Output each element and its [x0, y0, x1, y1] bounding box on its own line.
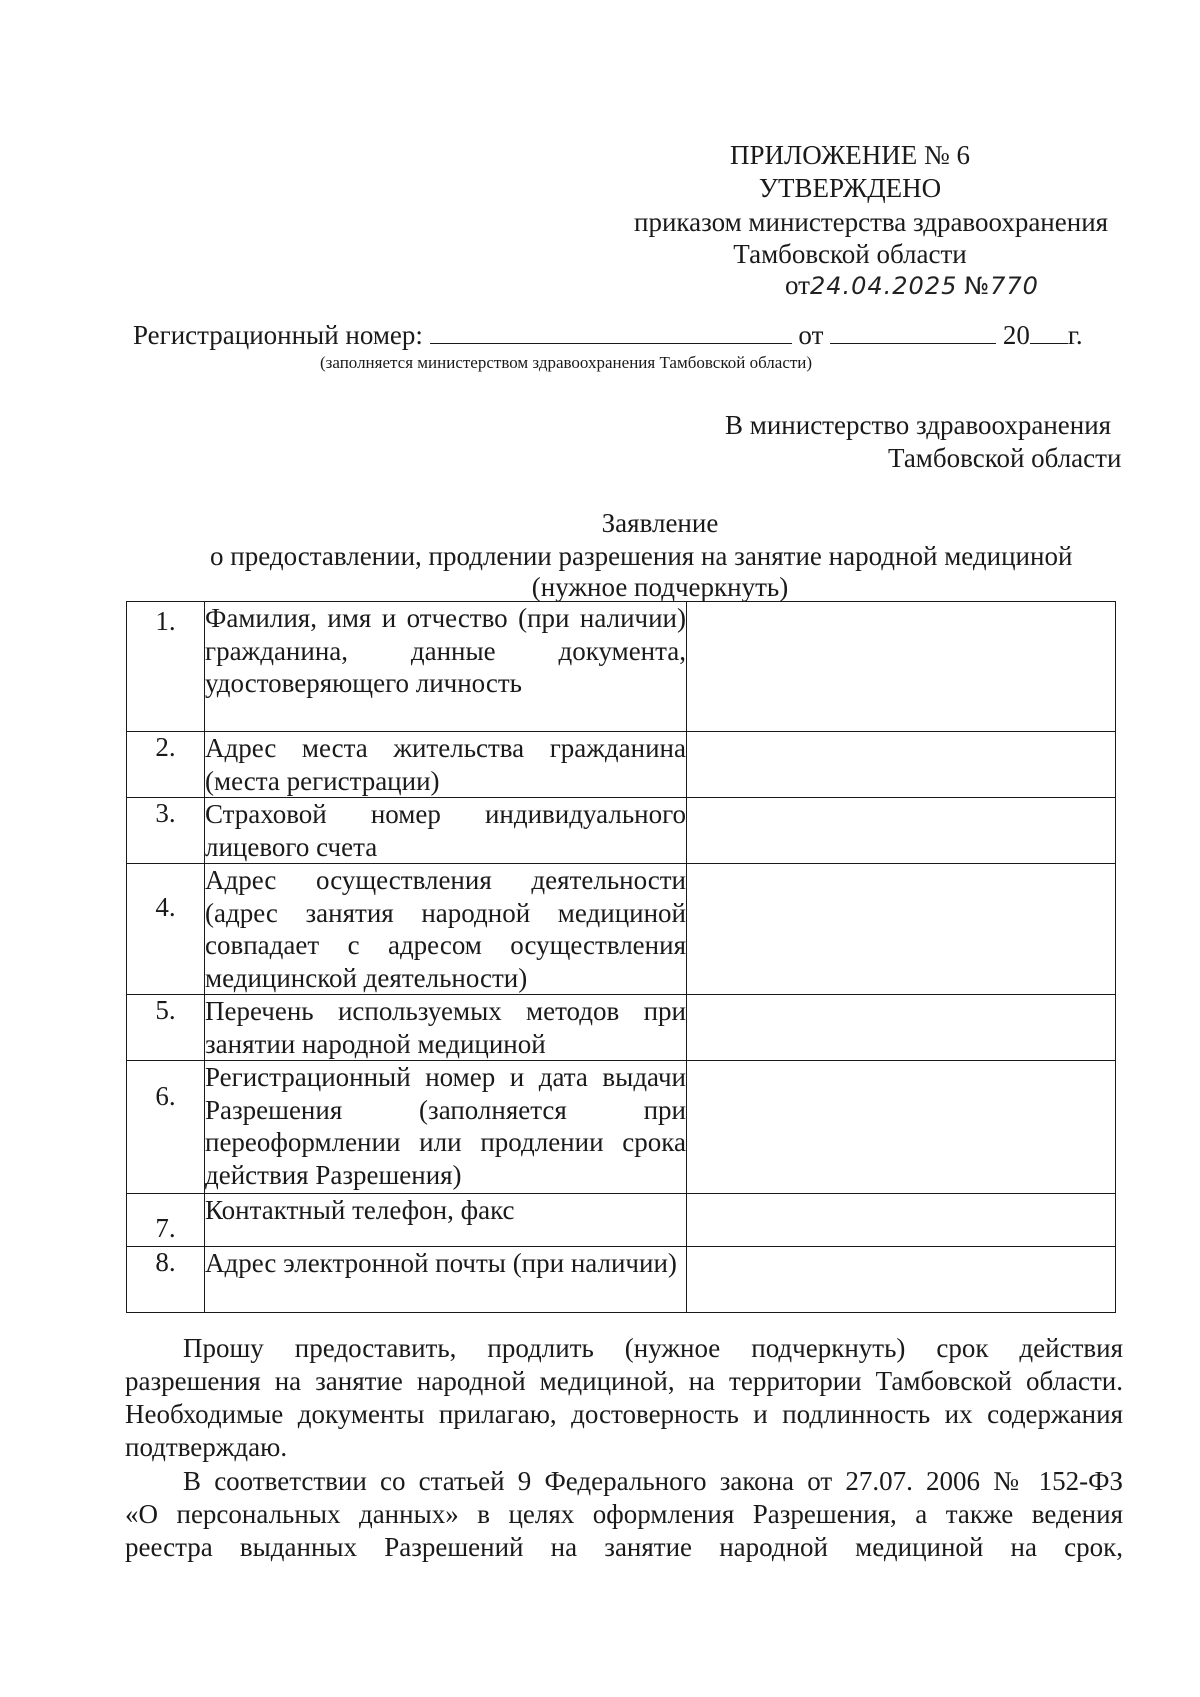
row-number: 2. [127, 732, 205, 798]
row-value-cell[interactable] [687, 995, 1116, 1061]
table-row [127, 1247, 1116, 1313]
number-sign: № [964, 272, 991, 300]
row-value-cell[interactable] [687, 602, 1116, 732]
row-value-cell[interactable] [687, 1194, 1116, 1247]
document-subtitle: о предоставлении, продлении разрешения на занятие народной медициной [210, 541, 1073, 571]
row-description: Контактный телефон, факс [205, 1194, 687, 1247]
row-description: Адрес места жительства гражданина (места регистрации) [205, 733, 686, 796]
handwritten-number: 770 [990, 272, 1039, 300]
table-row [127, 995, 1116, 1061]
table-row [127, 1061, 1116, 1194]
row-number: 4. [127, 864, 205, 995]
document-title: Заявление [601, 508, 719, 538]
row-description: Адрес осуществления деятельности (адрес занятия народной медициной совпадает с адресом осуществления медицинской деятельности) [205, 865, 686, 993]
registration-from-label: от [798, 320, 824, 350]
handwritten-date: 24.04.2025 [809, 272, 958, 300]
row-value-cell[interactable] [687, 864, 1116, 995]
row-description: Адрес электронной почты (при наличии) [205, 1247, 687, 1313]
row-description: Фамилия, имя и отчество (при наличии) гражданина, данные документа, удостоверяющего личность [205, 602, 687, 732]
registration-note: (заполняется министерством здравоохранения Тамбовской области) [320, 353, 813, 372]
table-row [127, 864, 1116, 995]
registration-year-suffix: г. [1067, 320, 1083, 350]
paragraph-line: Прошу предоставить, продлить (нужное подчеркнуть) срок действия [183, 1333, 1123, 1363]
registration-year-prefix: 20 [1002, 320, 1030, 350]
paragraph-line: Необходимые документы прилагаю, достоверность и подлинность их содержания [125, 1399, 1123, 1429]
row-value-cell[interactable] [687, 732, 1116, 798]
row-value-cell[interactable] [687, 1061, 1116, 1194]
recipient-line-1: В министерство здравоохранения [725, 410, 1112, 440]
registration-date-blank[interactable] [830, 321, 996, 344]
date-prefix: от [785, 270, 810, 300]
registration-number-blank[interactable] [430, 321, 792, 344]
row-description: Перечень используемых методов при занятии народной медициной [205, 996, 686, 1059]
row-number: 8. [127, 1247, 205, 1313]
row-description: Регистрационный номер и дата выдачи Разрешения (заполняется при переоформлении или продлении срока действия Разрешения) [205, 1061, 687, 1194]
row-number: 1. [127, 602, 205, 732]
approved-label: УТВЕРЖДЕНО [758, 173, 942, 203]
table-row [127, 1194, 1116, 1247]
registration-label: Регистрационный номер: [133, 320, 423, 350]
row-description: Страховой номер индивидуального лицевого счета [205, 799, 686, 862]
order-line-2: Тамбовской области [733, 239, 967, 269]
registration-year-blank[interactable] [1030, 321, 1068, 344]
order-line-1: приказом министерства здравоохранения [634, 207, 1109, 237]
row-number: 6. [127, 1061, 205, 1194]
request-paragraph [125, 1332, 1123, 1464]
paragraph-line: «О персональных данных» в целях оформления Разрешения, а также ведения [125, 1499, 1123, 1529]
recipient-line-2: Тамбовской области [888, 443, 1122, 473]
row-number: 3. [127, 798, 205, 864]
table-row [127, 732, 1116, 798]
order-date-line [785, 270, 1039, 302]
table-row [127, 602, 1116, 732]
row-value-cell[interactable] [687, 1247, 1116, 1313]
table-row [127, 798, 1116, 864]
row-value-cell[interactable] [687, 798, 1116, 864]
paragraph-line: разрешения на занятие народной медициной, на территории Тамбовской области. [125, 1366, 1123, 1396]
row-number: 5. [127, 995, 205, 1061]
application-form-table [126, 601, 1116, 1313]
underline-hint: (нужное подчеркнуть) [531, 572, 789, 602]
paragraph-line: реестра выданных Разрешений на занятие народной медициной на срок, [125, 1532, 1123, 1562]
consent-paragraph [125, 1465, 1123, 1564]
row-number: 7. [127, 1194, 205, 1247]
paragraph-line: подтверждаю. [125, 1432, 288, 1462]
paragraph-line: В соответствии со статьей 9 Федерального закона от 27.07. 2006 № 152-ФЗ [183, 1466, 1123, 1496]
appendix-number: ПРИЛОЖЕНИЕ № 6 [729, 140, 971, 170]
registration-line [133, 320, 1083, 351]
